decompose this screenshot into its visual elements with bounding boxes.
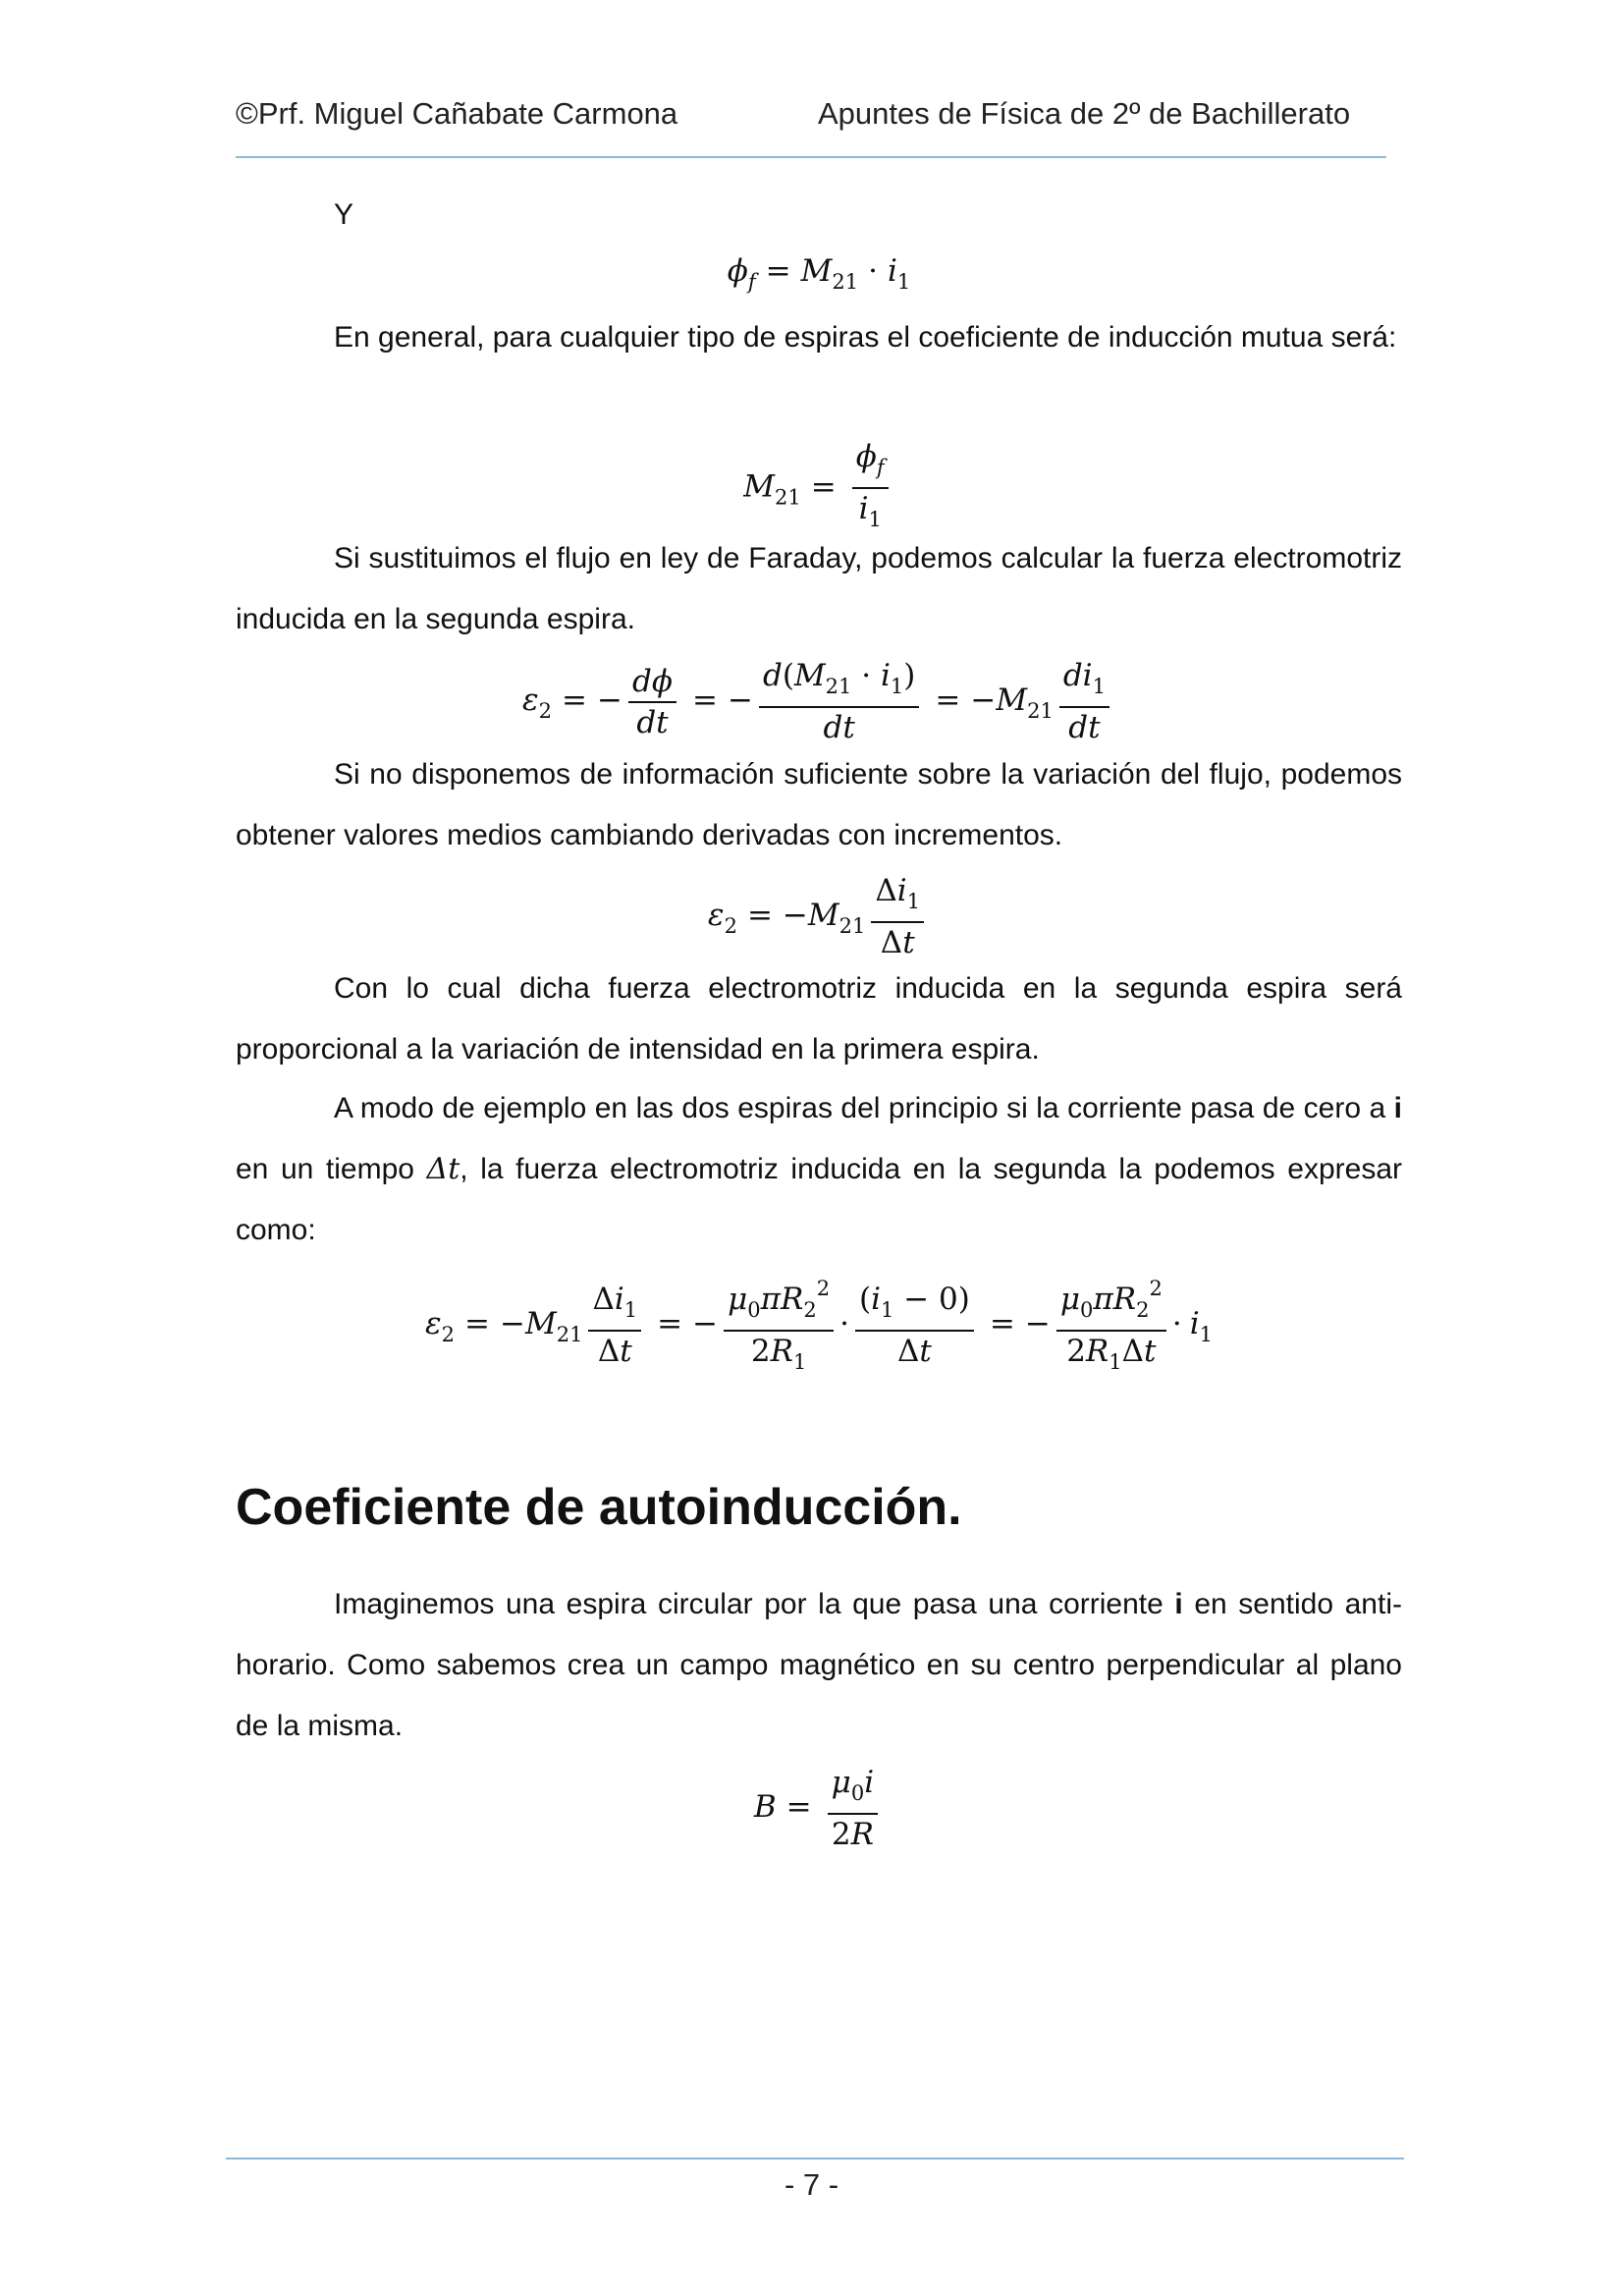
imaginemos-bold-i: i	[1174, 1588, 1183, 1620]
paragraph-ejemplo	[236, 1078, 1402, 1261]
ejemplo-bold-i: i	[1393, 1092, 1402, 1124]
header-title: Apuntes de Física de 2º de Bachillerato	[818, 96, 1351, 131]
paragraph-faraday: Si sustituimos el flujo en ley de Faraday, podemos calcular la fuerza electromotriz inducida en la segunda espira.	[236, 542, 1402, 635]
paragraph-proporcional: Con lo cual dicha fuerza electromotriz inducida en la segunda espira será proporcional a la variación de intensidad en la primera espira.	[236, 972, 1402, 1066]
section-heading: Coeficiente de autoinducción.	[236, 1479, 962, 1536]
page-number: - 7 -	[784, 2167, 839, 2202]
footer-rule	[226, 2158, 1404, 2159]
ejemplo-text-start: A modo de ejemplo en las dos espiras del principio si la corriente pasa de cero a	[334, 1092, 1394, 1124]
equation-faraday-emf: $\varepsilon_2$ = − $\frac{d\phi}{dt}$ = − $\frac{d(M_{21} \cdot i_1)}{dt}$ = $-M_{21}$ $\frac{di_1}{dt}$	[236, 656, 1402, 747]
imaginemos-text-start: Imaginemos una espira circular por la que pasa una corriente	[334, 1588, 1175, 1620]
ejemplo-text-mid: en un tiempo	[236, 1153, 427, 1185]
paragraph-y	[236, 185, 1402, 246]
ejemplo-delta-t: Δt	[426, 1152, 460, 1186]
paragraph-imaginemos	[236, 1574, 1402, 1757]
ejemplo-text-end: , la fuerza electromotriz inducida en la segunda la podemos expresar como:	[236, 1153, 1402, 1246]
header-rule	[236, 156, 1386, 158]
equation-example-emf: $\varepsilon_2 = -M_{21}$ $\frac{\Delta i_1}{\Delta t}$ = − $\frac{\mu_0\pi R_2^2}{2R_1}$ · $\frac{(i_1 - 0)}{\Delta t}$ = − $\frac{\mu_0\pi R_2^2}{2R_1\Delta t}$ · $i_1$	[236, 1269, 1402, 1382]
equation-average-emf: $\varepsilon_2 = -M_{21}$ $\frac{\Delta i_1}{\Delta t}$	[236, 871, 1402, 962]
equation-mutual-coefficient: $M_{21}$ = $\frac{\phi_f}{i_1}$	[236, 437, 1402, 539]
imaginemos-text-end: en sentido anti-horario. Como sabemos crea un campo magnético en su centro perpendicular al plano de la misma.	[236, 1588, 1402, 1742]
paragraph-medios: Si no disponemos de información suficiente sobre la variación del flujo, podemos obtener valores medios cambiando derivadas con incrementos.	[236, 758, 1402, 851]
equation-magnetic-field: B = $\frac{\mu_0i}{2R}$	[236, 1763, 1402, 1854]
paragraph-general: En general, para cualquier tipo de espiras el coeficiente de inducción mutua será:	[334, 321, 1397, 354]
equation-flux-mutual: $\phi_f = M_{21} \cdot i_1$	[727, 253, 911, 294]
paragraph-y-text: Y	[334, 198, 354, 231]
header-author: ©Prf. Miguel Cañabate Carmona	[236, 96, 678, 131]
